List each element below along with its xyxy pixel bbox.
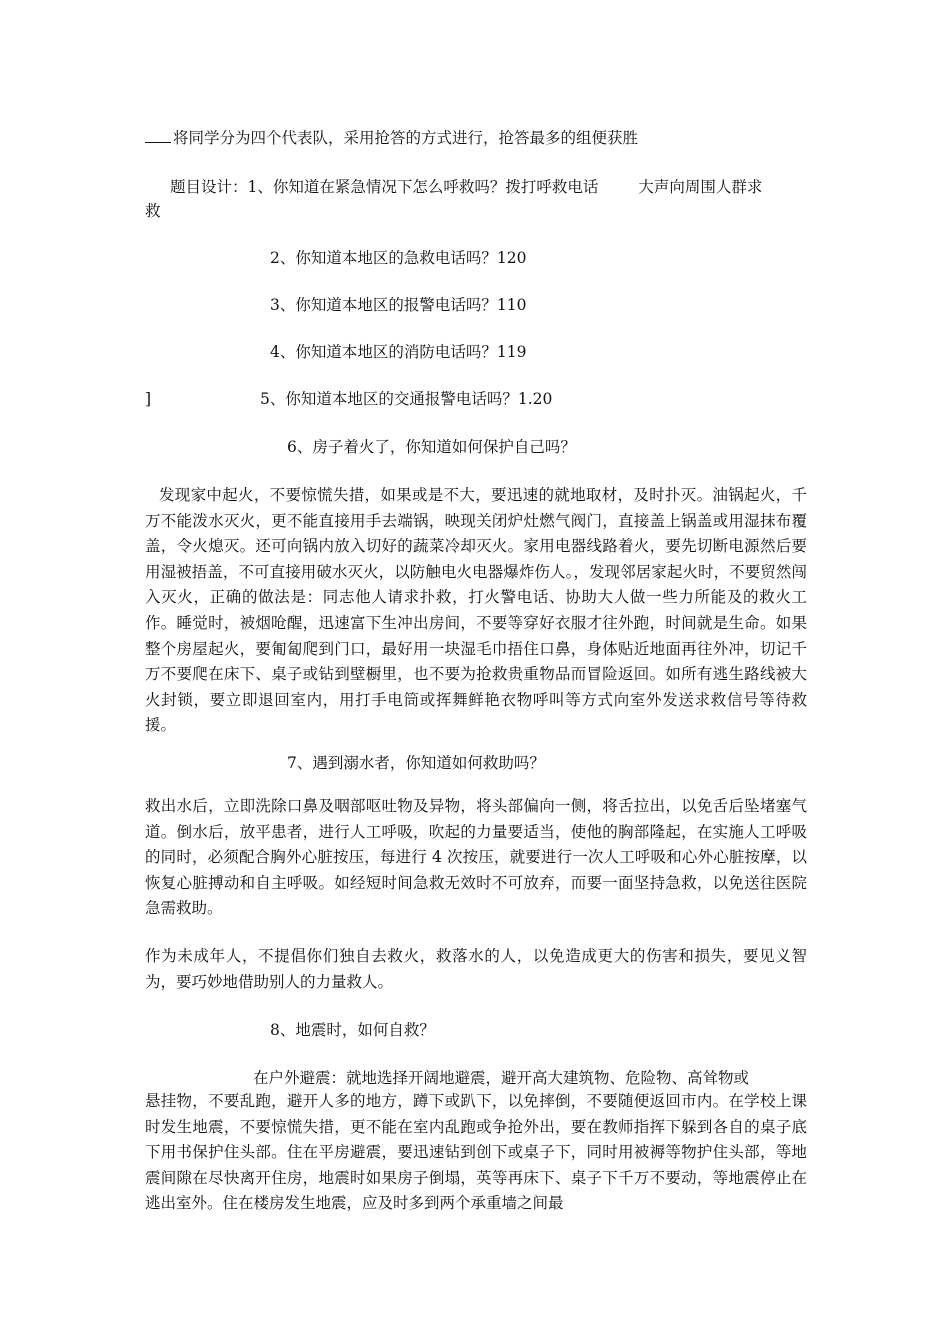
- question-1-wrap: 救: [145, 202, 161, 220]
- question-3: 3、你知道本地区的报警电话吗？110: [270, 296, 527, 314]
- question-1-text: 题目设计：1、你知道在紧急情况下怎么呼救吗？拨打呼救电话: [170, 178, 599, 196]
- question-6: 6、房子着火了，你知道如何保护自己吗？: [287, 438, 576, 456]
- drown-answer-paragraph: 救出水后，立即洗除口鼻及咽部呕吐物及异物，将头部偏向一侧，将舌拉出，以免舌后坠堵塞气道。倒水后，放平患者，进行人工呼吸，吹起的力量要适当，使他的胸部隆起，在实施人工呼吸的同时，必须配合胸外心脏按压，每进行 4 次按压，就要进行一次人工呼吸和心外心脏按摩，以恢复心脏搏动和自主呼吸。如经短时间急救无效时不可放弃，而要一面坚持急救，以免送往医院急需救助。: [145, 797, 807, 918]
- fill-in-blank: [145, 128, 171, 143]
- question-2: 2、你知道本地区的急救电话吗？120: [270, 249, 527, 267]
- minor-note-paragraph: 作为未成年人，不提倡你们独自去救火，救落水的人，以免造成更大的伤害和损失，要见义智为，要巧妙地借助别人的力量救人。: [145, 947, 807, 991]
- fire-answer-paragraph: 发现家中起火，不要惊慌失措，如果或是不大，要迅速的就地取材，及时扑灭。油锅起火，千万不能泼水灭火，更不能直接用手去端锅，映现关闭炉灶燃气阀门，直接盖上锅盖或用湿抹布覆盖，令火熄灭。还可向锅内放入切好的蔬菜冷却灭火。家用电器线路着火，要先切断电源然后要用湿被捂盖，不可直接用破水灭火，以防触电火电器爆炸伤人。，发现邻居家起火时，不要贸然闯入灭火，正确的做法是：同志他人请求扑救，打火警电话、协助大人做一些力所能及的救火工作。睡觉时，被烟呛醒，迅速富下生冲出房间，不要等穿好衣服才往外跑，时间就是生命。如果整个房屋起火，要匍匐爬到门口，最好用一块湿毛巾捂住口鼻，身体贴近地面再往外冲，切记千万不要爬在床下、桌子或钻到壁橱里，也不要为抢救贵重物品而冒险返回。如所有逃生路线被大火封锁，要立即退回室内，用打手电筒或挥舞鲜艳衣物呼叫等方式向室外发送求救信号等待救援。: [145, 486, 807, 735]
- quake-lead-line: 在户外避震：就地选择开阔地避震，避开高大建筑物、危险物、高耸物或: [253, 1069, 750, 1087]
- stray-bracket: ]: [145, 390, 152, 408]
- question-5: 5、你知道本地区的交通报警电话吗？1.20: [260, 390, 553, 408]
- question-7: 7、遇到溺水者，你知道如何救助吗？: [287, 754, 545, 772]
- intro-line: [145, 128, 638, 148]
- quake-answer-paragraph: 悬挂物，不要乱跑，避开人多的地方，蹲下或趴下，以免摔倒，不要随便返回市内。在学校上课时发生地震，不要惊慌失措，更不能在室内乱跑或争抢外出，要在教师指挥下躲到各自的桌子底下用书保护住头部。住在平房避震，要迅速钻到创下或桌子下，同时用被褥等物护住头部，等地震间隙在尽快离开住房，地震时如果房子倒塌，英等再床下、桌子下千万不要动，等地震停止在逃出室外。住在楼房发生地震，应及时多到两个承重墙之间最: [145, 1092, 807, 1213]
- question-4: 4、你知道本地区的消防电话吗？119: [270, 343, 527, 361]
- question-1-answer: 大声向周围人群求: [638, 178, 763, 196]
- question-8: 8、地震时，如何自救？: [270, 1021, 435, 1039]
- intro-text: 将同学分为四个代表队，采用抢答的方式进行，抢答最多的组便获胜: [173, 129, 639, 147]
- question-1: [170, 177, 762, 197]
